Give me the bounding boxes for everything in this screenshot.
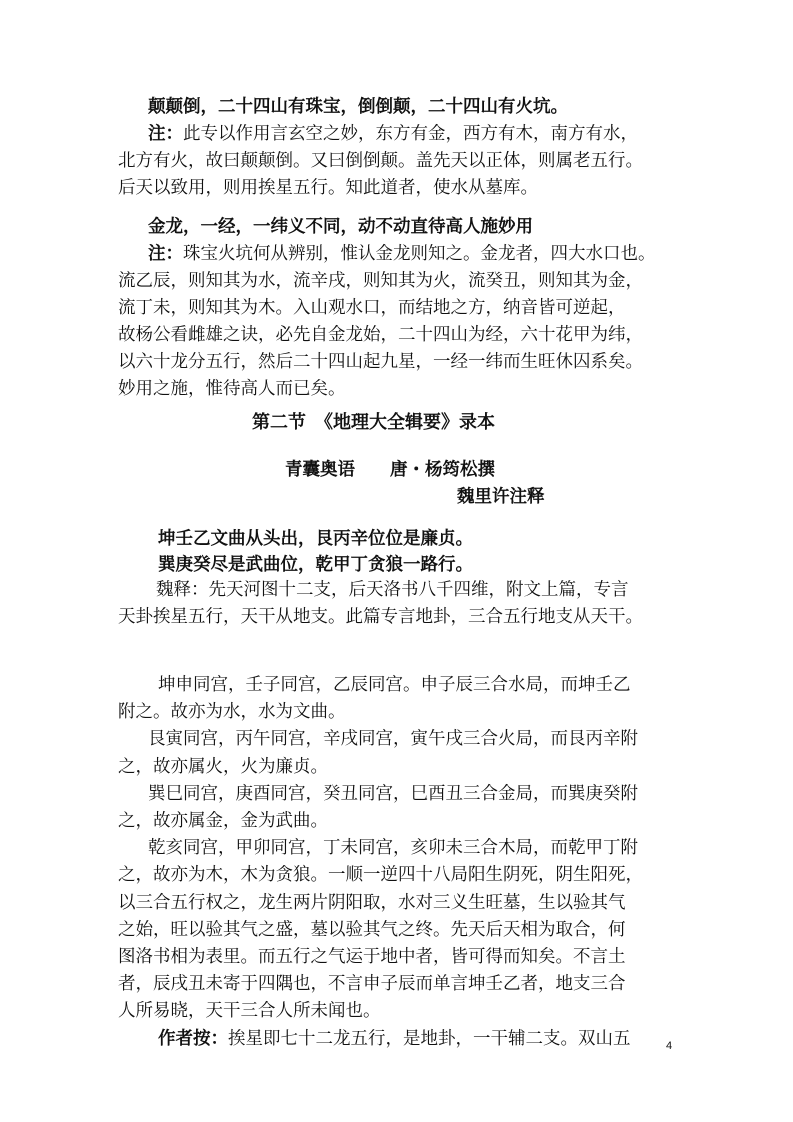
note-line: 故杨公看雌雄之诀，必先自金龙始，二十四山为经，六十花甲为纬， [118, 325, 643, 345]
commentary-line: 之，故亦属火，火为廉贞。 [118, 756, 328, 777]
note-line: 北方有火，故曰颠颠倒。又曰倒倒颠。盖先天以正体，则属老五行。 [118, 151, 643, 171]
commentary-line: 附之。故亦为水，水为文曲。 [118, 702, 346, 723]
verse-line-2: 巽庚癸尽是武曲位，乾甲丁贪狼一路行。 [158, 555, 473, 575]
commentary-block [118, 672, 643, 1053]
note-line: 妙用之施，惟待高人而已矣。 [118, 379, 346, 399]
book-title: 青囊奥语 唐・杨筠松撰 [285, 460, 495, 480]
commentary-line: 乾亥同宫，甲卯同宫，丁未同宫，亥卯未三合木局，而乾甲丁附 [148, 838, 638, 859]
note-line: 流乙辰，则知其为水，流辛戌，则知其为火，流癸丑，则知其为金， [118, 271, 643, 291]
section-title: 第二节 《地理大全辑要》录本 [252, 412, 495, 433]
commentary-line: 人所易晓，天干三合人所未闻也。 [118, 1001, 381, 1022]
verse-heading-1: 颠颠倒，二十四山有珠宝，倒倒颠，二十四山有火坑。 [148, 97, 568, 117]
annotator-line: 魏里许注释 [457, 487, 545, 507]
note-label: 魏释： [156, 580, 209, 600]
author-note-label: 作者按： [158, 1028, 228, 1049]
note-label: 注： [148, 124, 183, 144]
note-line: 后天以致用，则用挨星五行。知此道者，使水从墓库。 [118, 178, 538, 198]
commentary-line: 以三合五行权之，龙生两片阴阳取，水对三义生旺墓，生以验其气 [118, 892, 626, 913]
verse-heading-2: 金龙，一经，一纬义不同，动不动直待高人施妙用 [148, 217, 533, 237]
verse-note [118, 577, 643, 631]
commentary-line: 之，故亦属金，金为武曲。 [118, 811, 328, 832]
author-note-text: 挨星即七十二龙五行，是地卦，一干辅二支。双山五 [228, 1028, 631, 1049]
note-line: 流丁未，则知其为木。入山观水口，而结地之方，纳音皆可逆起， [118, 298, 626, 318]
note-paragraph-2 [118, 240, 656, 403]
note-line: 珠宝火坑何从辨别，惟认金龙则知之。金龙者，四大水口也。 [183, 244, 656, 264]
commentary-line: 者，辰戌丑未寄于四隅也，不言申子辰而单言坤壬乙者，地支三合 [118, 974, 626, 995]
note-line: 先天河图十二支，后天洛书八千四维，附文上篇，专言 [208, 580, 629, 600]
commentary-line: 巽巳同宫，庚酉同宫，癸丑同宫，巳酉丑三合金局，而巽庚癸附 [148, 783, 638, 804]
commentary-line: 坤申同宫，壬子同宫，乙辰同宫。申子辰三合水局，而坤壬乙 [158, 675, 631, 695]
page-number: 4 [666, 1040, 673, 1052]
commentary-line: 图洛书相为表里。而五行之气运于地中者，皆可得而知矣。不言土 [118, 947, 626, 968]
note-line: 天卦挨星五行，天干从地支。此篇专言地卦，三合五行地支从天干。 [118, 607, 643, 627]
note-paragraph-1 [118, 120, 643, 202]
commentary-line: 艮寅同宫，丙午同宫，辛戌同宫，寅午戌三合火局，而艮丙辛附 [148, 729, 638, 750]
note-line: 以六十龙分五行，然后二十四山起九星，一经一纬而生旺休囚系矣。 [118, 352, 643, 372]
note-label: 注： [148, 244, 183, 264]
note-line: 此专以作用言玄空之妙，东方有金，西方有木，南方有水， [183, 124, 638, 144]
commentary-line: 之，故亦为木，木为贪狼。一顺一逆四十八局阳生阴死，阴生阳死， [118, 865, 643, 886]
verse-line-1: 坤壬乙文曲从头出，艮丙辛位位是廉贞。 [158, 529, 473, 549]
commentary-line: 之始，旺以验其气之盛，墓以验其气之终。先天后天相为取合，何 [118, 919, 626, 940]
